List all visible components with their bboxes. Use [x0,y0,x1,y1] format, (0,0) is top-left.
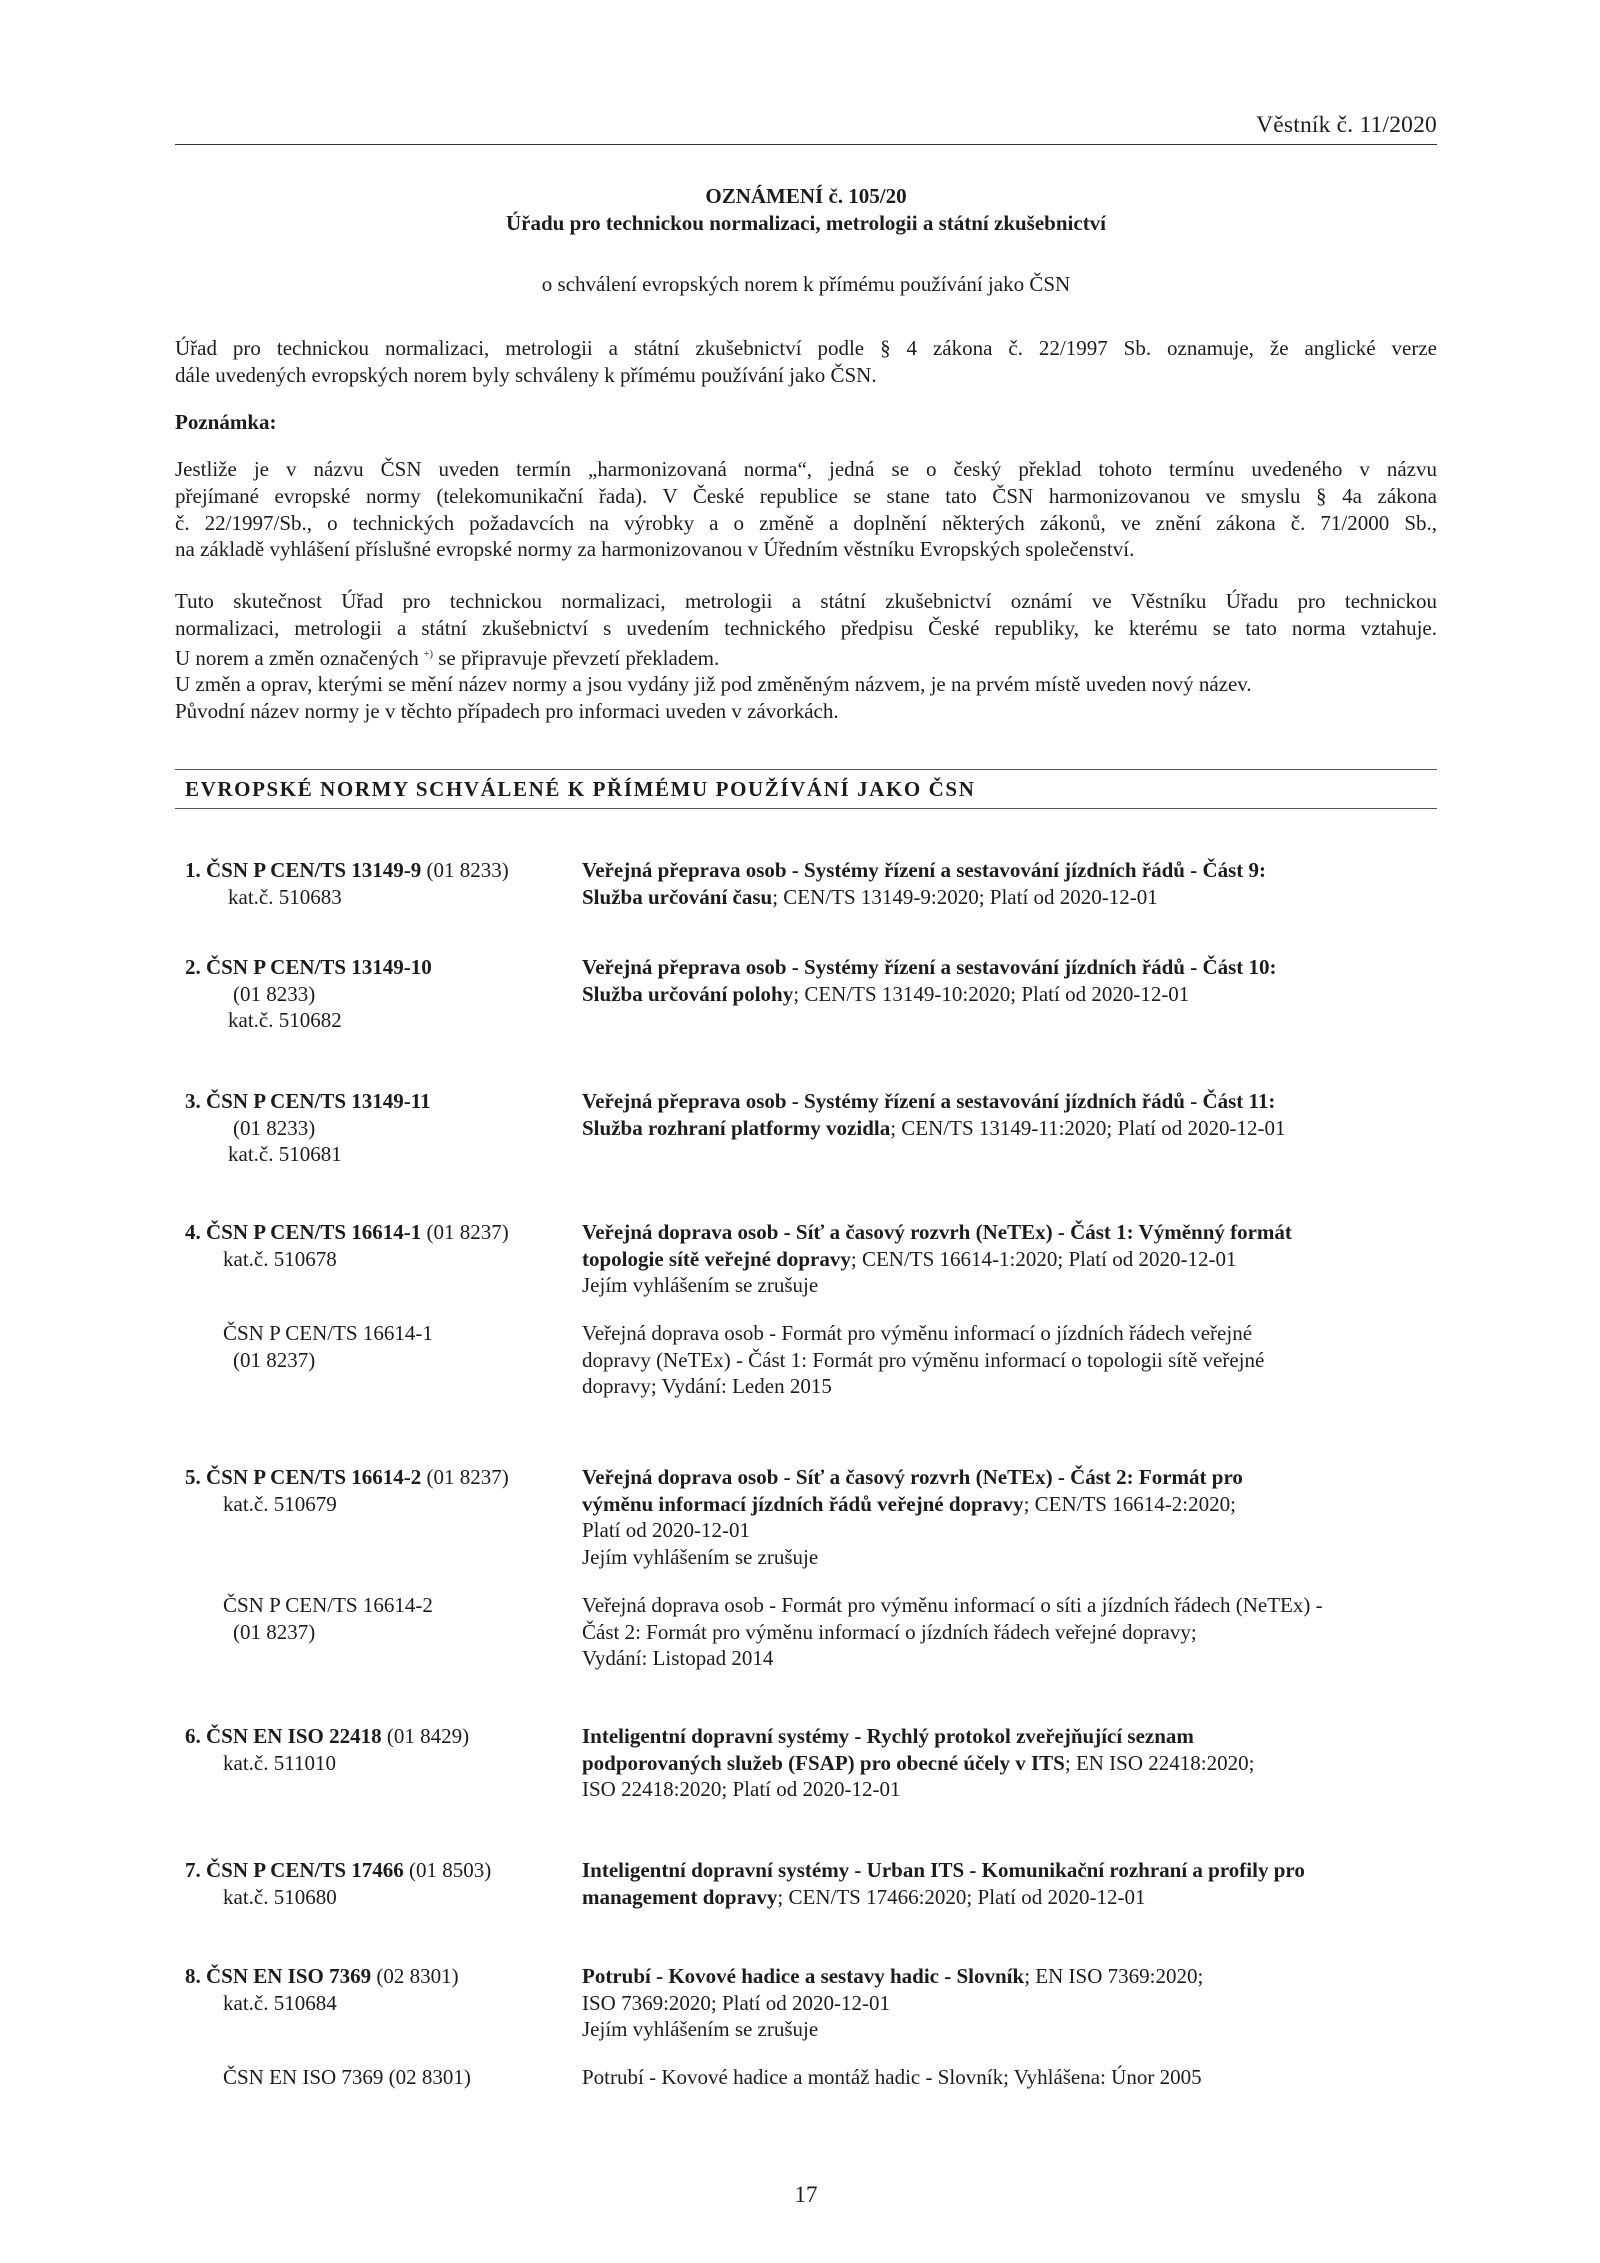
section-heading: EVROPSKÉ NORMY SCHVÁLENÉ K PŘÍMÉMU POUŽÍVÁNÍ JAKO ČSN [185,777,976,801]
standard-title: výměnu informací jízdních řádů veřejné dopravy; CEN/TS 16614-2:2020; [582,1491,1236,1516]
intro-paragraph [175,335,1437,389]
section-rule-top [175,769,1437,770]
catalog-number: kat.č. 510678 [223,1246,337,1271]
standard-class: (01 8233) [233,981,316,1006]
standard-title: Služba určování času; CEN/TS 13149-9:2020; Platí od 2020-12-01 [582,884,1158,909]
standard-title: topologie sítě veřejné dopravy; CEN/TS 16614-1:2020; Platí od 2020-12-01 [582,1246,1237,1271]
standard-reference: Platí od 2020-12-01 [582,1518,750,1542]
catalog-number: kat.č. 511010 [223,1750,336,1775]
note-line: přejímané evropské normy (telekomunikační řada). V České republice se stane tato ČSN harmonizovanou ve smyslu § 4a zákona [175,483,1437,508]
standard-code-line: 7. ČSN P CEN/TS 17466 (01 8503) [185,1858,492,1882]
standard-title: Inteligentní dopravní systémy - Rychlý protokol zveřejňující seznam [582,1724,1194,1748]
cancellation-note: Jejím vyhlášením se zrušuje [582,1544,819,1569]
standard-code-line: 3. ČSN P CEN/TS 13149-11 [185,1089,431,1113]
standard-code-line: 1. ČSN P CEN/TS 13149-9 (01 8233) [185,858,509,882]
statement-line: Původní název normy je v těchto případech pro informaci uveden v závorkách. [175,699,839,724]
standard-title: Veřejná přeprava osob - Systémy řízení a sestavování jízdních řádů - Část 11: [582,1089,1276,1113]
standard-reference: ISO 7369:2020; Platí od 2020-12-01 [582,1990,890,2015]
notice-subject: o schválení evropských norem k přímému používání jako ČSN [541,272,1071,296]
superseded-code: ČSN P CEN/TS 16614-2 [223,1593,433,1617]
standard-class: (01 8237) [426,1220,509,1244]
intro-line: Úřad pro technickou normalizaci, metrologii a státní zkušebnictví podle § 4 zákona č. 22/1997 Sb. oznamuje, že anglické verze [175,336,1437,360]
note-line: na základě vyhlášení příslušné evropské normy za harmonizovanou v Úředním věstníku Evropských společenství. [175,537,1135,562]
standard-code-line: 2. ČSN P CEN/TS 13149-10 [185,955,432,979]
standard-title: Veřejná doprava osob - Síť a časový rozvrh (NeTEx) - Část 1: Výměnný formát [582,1220,1292,1244]
translation-mark: +) [423,648,433,660]
page-number: 17 [794,2182,818,2207]
standard-code: ČSN P CEN/TS 13149-10 [206,955,432,979]
standard-class: (02 8301) [376,1964,459,1988]
statement-line: U norem a změn označených +) se připravuje převzetí překladem. [175,645,720,670]
catalog-number: kat.č. 510683 [228,884,342,909]
standard-class: (01 8429) [386,1724,470,1748]
cancellation-note: Jejím vyhlášením se zrušuje [582,2017,819,2041]
superseded-code: ČSN EN ISO 7369 (02 8301) [223,2065,471,2089]
standard-code-line: 6. ČSN EN ISO 22418 (01 8429) [185,1724,470,1748]
statement-line: Tuto skutečnost Úřad pro technickou normalizaci, metrologii a státní zkušebnictví oznámí ve Věstníku Úřadu pro technickou [175,589,1437,613]
standard-code: ČSN P CEN/TS 17466 [206,1858,404,1882]
statement-line: U změn a oprav, kterými se mění název normy a jsou vydány již pod změněným názvem, je na prvém místě uveden nový název. [175,672,1252,697]
standard-title: Služba rozhraní platformy vozidla; CEN/TS 13149-11:2020; Platí od 2020-12-01 [582,1115,1286,1140]
superseded-title: dopravy; Vydání: Leden 2015 [582,1374,832,1398]
superseded-class: (01 8237) [233,1619,316,1644]
catalog-number: kat.č. 510679 [223,1491,337,1516]
standard-code: ČSN P CEN/TS 13149-9 [206,858,422,882]
header-rule [175,144,1437,145]
statement-line: normalizaci, metrologii a státní zkušebnictví s uvedením technického předpisu České republiky, ke kterému se tato norma vztahuje. [175,615,1437,640]
standard-title: Inteligentní dopravní systémy - Urban ITS - Komunikační rozhraní a profily pro [582,1858,1305,1882]
catalog-number: kat.č. 510682 [228,1008,342,1032]
standard-code-line: 5. ČSN P CEN/TS 16614-2 (01 8237) [185,1465,509,1489]
standard-class: (01 8237) [426,1465,509,1489]
superseded-title: dopravy (NeTEx) - Část 1: Formát pro výměnu informací o topologii sítě veřejné [582,1347,1265,1372]
standard-reference: ISO 22418:2020; Platí od 2020-12-01 [582,1777,901,1801]
note-line: č. 22/1997/Sb., o technických požadavcích na výrobky a o změně a doplnění některých zákonů, ve znění zákona č. 71/2000 Sb., [175,510,1437,535]
superseded-title: Veřejná doprava osob - Formát pro výměnu informací o síti a jízdních řádech (NeTEx) - [582,1593,1323,1617]
note-paragraph [175,456,1437,563]
superseded-class: (01 8237) [233,1347,316,1372]
standard-code: ČSN EN ISO 7369 [206,1964,372,1988]
superseded-code: ČSN P CEN/TS 16614-1 [223,1321,433,1345]
standard-title: Veřejná přeprava osob - Systémy řízení a sestavování jízdních řádů - Část 10: [582,955,1277,979]
catalog-number: kat.č. 510681 [228,1142,342,1166]
standard-code: ČSN P CEN/TS 13149-11 [206,1089,431,1113]
notice-authority: Úřadu pro technickou normalizaci, metrologii a státní zkušebnictví [505,211,1107,235]
standard-class: (01 8503) [409,1858,492,1882]
note-label: Poznámka: [175,410,277,434]
standard-code: ČSN EN ISO 22418 [206,1724,382,1748]
standard-title: Veřejná přeprava osob - Systémy řízení a sestavování jízdních řádů - Část 9: [582,858,1267,882]
standard-class: (01 8233) [426,858,509,882]
standard-title: Služba určování polohy; CEN/TS 13149-10:2020; Platí od 2020-12-01 [582,981,1190,1006]
catalog-number: kat.č. 510680 [223,1884,337,1909]
notice-title: OZNÁMENÍ č. 105/20 [705,184,907,208]
superseded-title: Vydání: Listopad 2014 [582,1646,774,1670]
standard-code: ČSN P CEN/TS 16614-2 [206,1465,422,1489]
note-line: Jestliže je v názvu ČSN uveden termín „harmonizovaná norma“, jedná se o český překlad tohoto termínu uvedeného v názvu [175,457,1437,481]
intro-line: dále uvedených evropských norem byly schváleny k přímému používání jako ČSN. [175,362,877,387]
superseded-title: Potrubí - Kovové hadice a montáž hadic - Slovník; Vyhlášena: Únor 2005 [582,2065,1202,2089]
standard-title: Veřejná doprava osob - Síť a časový rozvrh (NeTEx) - Část 2: Formát pro [582,1465,1243,1489]
section-rule-bottom [175,808,1437,809]
standard-title: podporovaných služeb (FSAP) pro obecné účely v ITS; EN ISO 22418:2020; [582,1750,1255,1775]
superseded-title: Část 2: Formát pro výměnu informací o jízdních řádech veřejné dopravy; [582,1619,1197,1644]
superseded-title: Veřejná doprava osob - Formát pro výměnu informací o jízdních řádech veřejné [582,1321,1253,1345]
statement-paragraph [175,588,1437,725]
running-head: Věstník č. 11/2020 [1256,112,1437,138]
standard-class: (01 8233) [233,1115,316,1140]
standard-title: Potrubí - Kovové hadice a sestavy hadic - Slovník; EN ISO 7369:2020; [582,1964,1204,1988]
cancellation-note: Jejím vyhlášením se zrušuje [582,1273,819,1297]
standard-code: ČSN P CEN/TS 16614-1 [206,1220,422,1244]
standard-title: management dopravy; CEN/TS 17466:2020; Platí od 2020-12-01 [582,1884,1146,1909]
standard-code-line: 8. ČSN EN ISO 7369 (02 8301) [185,1964,459,1988]
standard-code-line: 4. ČSN P CEN/TS 16614-1 (01 8237) [185,1220,509,1244]
catalog-number: kat.č. 510684 [223,1990,337,2015]
